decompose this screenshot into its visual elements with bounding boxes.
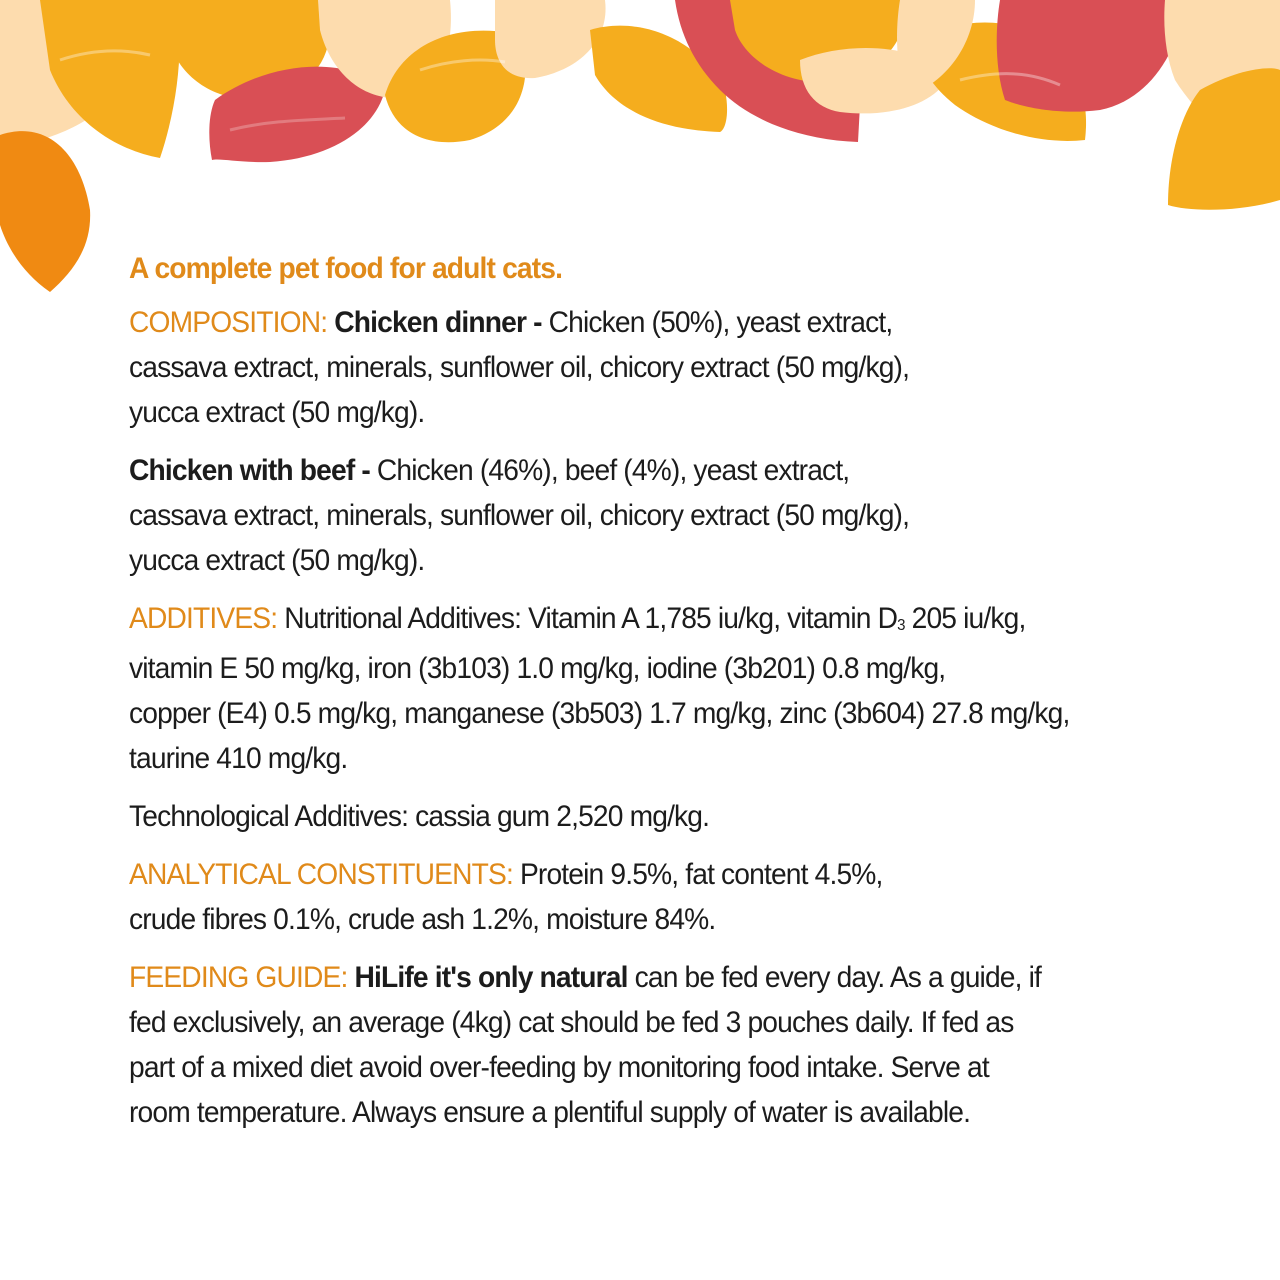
intro-section	[129, 246, 1209, 291]
feeding-guide-text: part of a mixed diet avoid over-feeding by monitoring food intake. Serve at	[129, 1051, 989, 1084]
additives-text: vitamin E 50 mg/kg, iron (3b103) 1.0 mg/kg, iodine (3b201) 0.8 mg/kg,	[129, 652, 946, 685]
feeding-guide-text: fed exclusively, an average (4kg) cat should be fed 3 pouches daily. If fed as	[129, 1006, 1014, 1039]
leaf-shape	[40, 0, 180, 158]
feeding-guide-section	[129, 955, 1209, 1135]
leaf-shape	[997, 0, 1185, 112]
leaf-shape	[0, 131, 90, 292]
additives-section	[129, 596, 1209, 781]
additives-text: Nutritional Additives: Vitamin A 1,785 iu/kg, vitamin D	[284, 602, 898, 635]
additives-line	[129, 596, 1144, 646]
subscript-three: 3	[897, 617, 905, 634]
composition-line	[129, 448, 1144, 493]
feeding-guide-text: room temperature. Always ensure a plentiful supply of water is available.	[129, 1096, 971, 1129]
leaf-shape	[495, 0, 606, 78]
technological-additives-text: Technological Additives: cassia gum 2,520 mg/kg.	[129, 800, 710, 833]
composition-line	[129, 300, 1144, 345]
composition-text: Chicken (50%), yeast extract,	[548, 306, 893, 339]
brand-name: HiLife it's only natural	[354, 961, 628, 994]
composition-text: Chicken (46%), beef (4%), yeast extract,	[376, 454, 850, 487]
additives-text: 205 iu/kg,	[911, 602, 1026, 635]
additives-label: ADDITIVES:	[129, 602, 278, 635]
intro-heading: A complete pet food for adult cats.	[129, 252, 563, 285]
feeding-guide-label: FEEDING GUIDE:	[129, 961, 348, 994]
composition-chicken-with-beef	[129, 448, 1209, 583]
additives-text: taurine 410 mg/kg.	[129, 742, 348, 775]
composition-text: yucca extract (50 mg/kg).	[129, 544, 425, 577]
composition-text: yucca extract (50 mg/kg).	[129, 396, 425, 429]
analytical-text: crude fibres 0.1%, crude ash 1.2%, moisture 84%.	[129, 903, 716, 936]
technological-additives	[129, 794, 1209, 839]
variant-name-chicken-dinner: Chicken dinner -	[334, 306, 542, 339]
composition-chicken-dinner	[129, 300, 1209, 435]
analytical-line	[129, 852, 1144, 897]
composition-text: cassava extract, minerals, sunflower oil, chicory extract (50 mg/kg),	[129, 499, 910, 532]
composition-text: cassava extract, minerals, sunflower oil, chicory extract (50 mg/kg),	[129, 351, 910, 384]
feeding-guide-line	[129, 955, 1144, 1000]
additives-text: copper (E4) 0.5 mg/kg, manganese (3b503) 1.7 mg/kg, zinc (3b604) 27.8 mg/kg,	[129, 697, 1070, 730]
analytical-section	[129, 852, 1209, 942]
analytical-label: ANALYTICAL CONSTITUENTS:	[129, 858, 513, 891]
composition-label: COMPOSITION:	[129, 306, 328, 339]
product-info-panel	[129, 246, 1209, 1148]
analytical-text: Protein 9.5%, fat content 4.5%,	[519, 858, 883, 891]
variant-name-chicken-with-beef: Chicken with beef -	[129, 454, 370, 487]
feeding-guide-text: can be fed every day. As a guide, if	[634, 961, 1042, 994]
